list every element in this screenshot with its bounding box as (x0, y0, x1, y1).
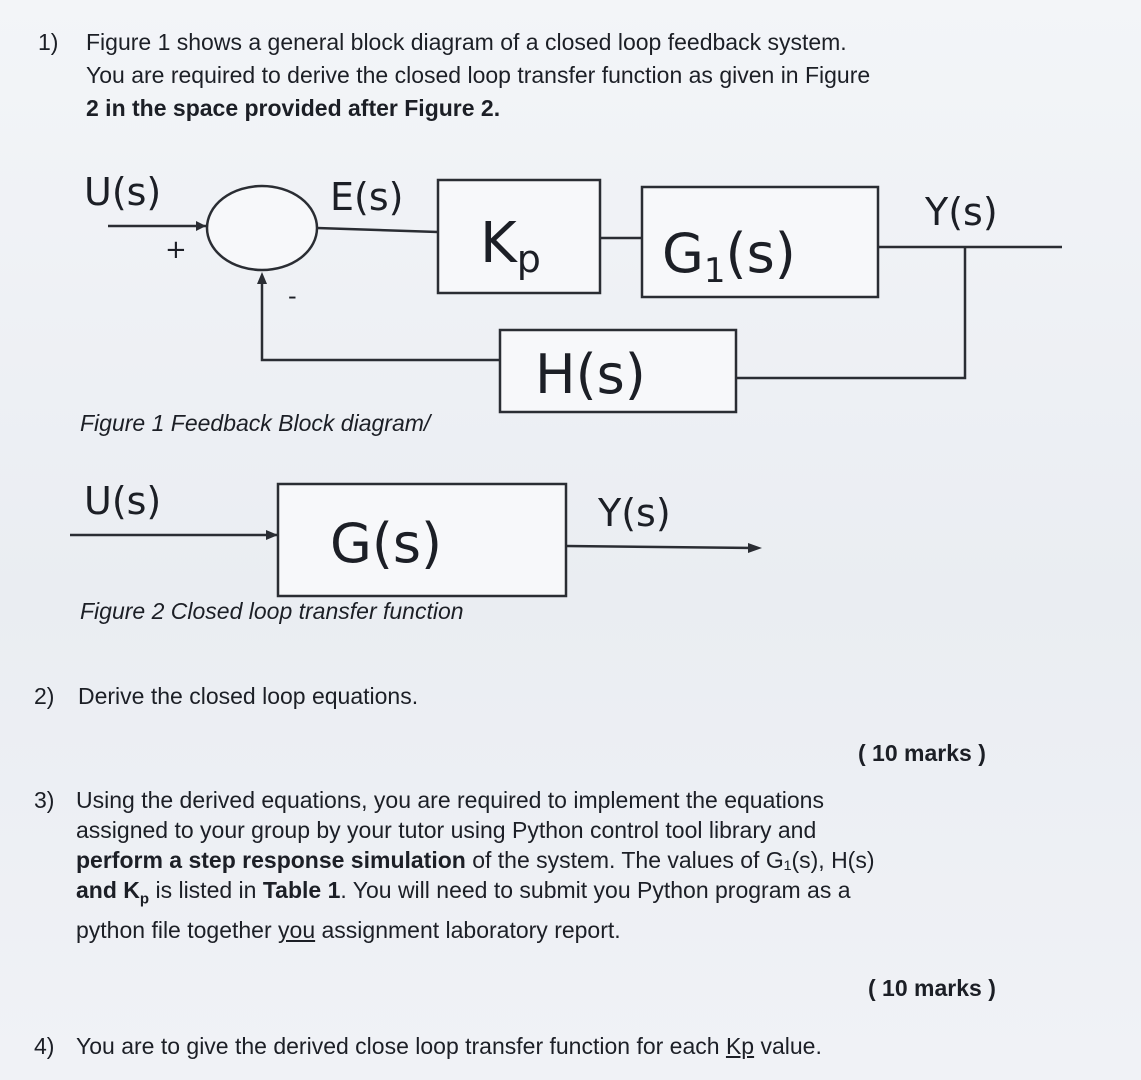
fig2-output-line (566, 546, 756, 548)
h-block-label: H(s) (535, 343, 646, 406)
question-3-line-1: Using the derived equations, you are required to implement the equations (76, 787, 824, 813)
question-4-text-b: value. (754, 1033, 822, 1059)
question-1-line-2: You are required to derive the closed loop transfer function as given in Figure (86, 62, 871, 88)
question-1-number: 1) (38, 29, 59, 55)
question-3-line-5: python file together you assignment laboratory report. (76, 916, 621, 943)
minus-sign: - (288, 282, 297, 310)
g1-block-label: G1(s) (662, 222, 796, 291)
question-3-marks: ( 10 marks ) (868, 975, 996, 1001)
question-2-marks: ( 10 marks ) (858, 740, 986, 766)
input-label: U(s) (84, 170, 162, 214)
question-1-line-3: 2 in the space provided after Figure 2. (86, 95, 501, 121)
question-1-line-1: Figure 1 shows a general block diagram of a closed loop feedback system. (86, 29, 847, 55)
question-3-line-4: and $K_p$ is listed in Table 1. You will need to submit you Python program as a (76, 877, 851, 908)
question-2-number: 2) (34, 683, 55, 709)
kp-block-label: Kp (480, 211, 541, 281)
question-4-text-a: You are to give the derived close loop transfer function for each (76, 1033, 726, 1059)
output-label: Y(s) (925, 190, 998, 234)
figure-1-caption: Figure 1 Feedback Block diagram/ (80, 410, 431, 436)
question-3 (34, 785, 875, 945)
fig2-output-arrow (748, 543, 762, 553)
question-4-number: 4) (34, 1033, 55, 1059)
question-2 (34, 680, 419, 713)
fig2-input-label: U(s) (84, 479, 162, 523)
summing-junction (207, 186, 317, 270)
question-3-line-2: assigned to your group by your tutor using Python control tool library and (76, 817, 817, 843)
figure-2-caption: Figure 2 Closed loop transfer function (80, 598, 464, 624)
fig2-input-arrow (266, 530, 278, 540)
question-3-number: 3) (34, 787, 55, 813)
plus-sign: + (165, 235, 187, 265)
fig2-output-label: Y(s) (598, 491, 671, 535)
g-block-label: G(s) (330, 512, 443, 575)
input-arrow (196, 221, 206, 231)
feedback-arrow (257, 272, 267, 284)
error-label: E(s) (330, 175, 404, 219)
question-2-text: Derive the closed loop equations. (78, 683, 419, 709)
question-3-line-3: perform a step response simulation of the system. The values of G₁(s), H(s) (76, 847, 875, 873)
question-4 (34, 1030, 822, 1063)
error-signal-line (317, 228, 438, 232)
question-4-kp: Kp (725, 1033, 755, 1059)
